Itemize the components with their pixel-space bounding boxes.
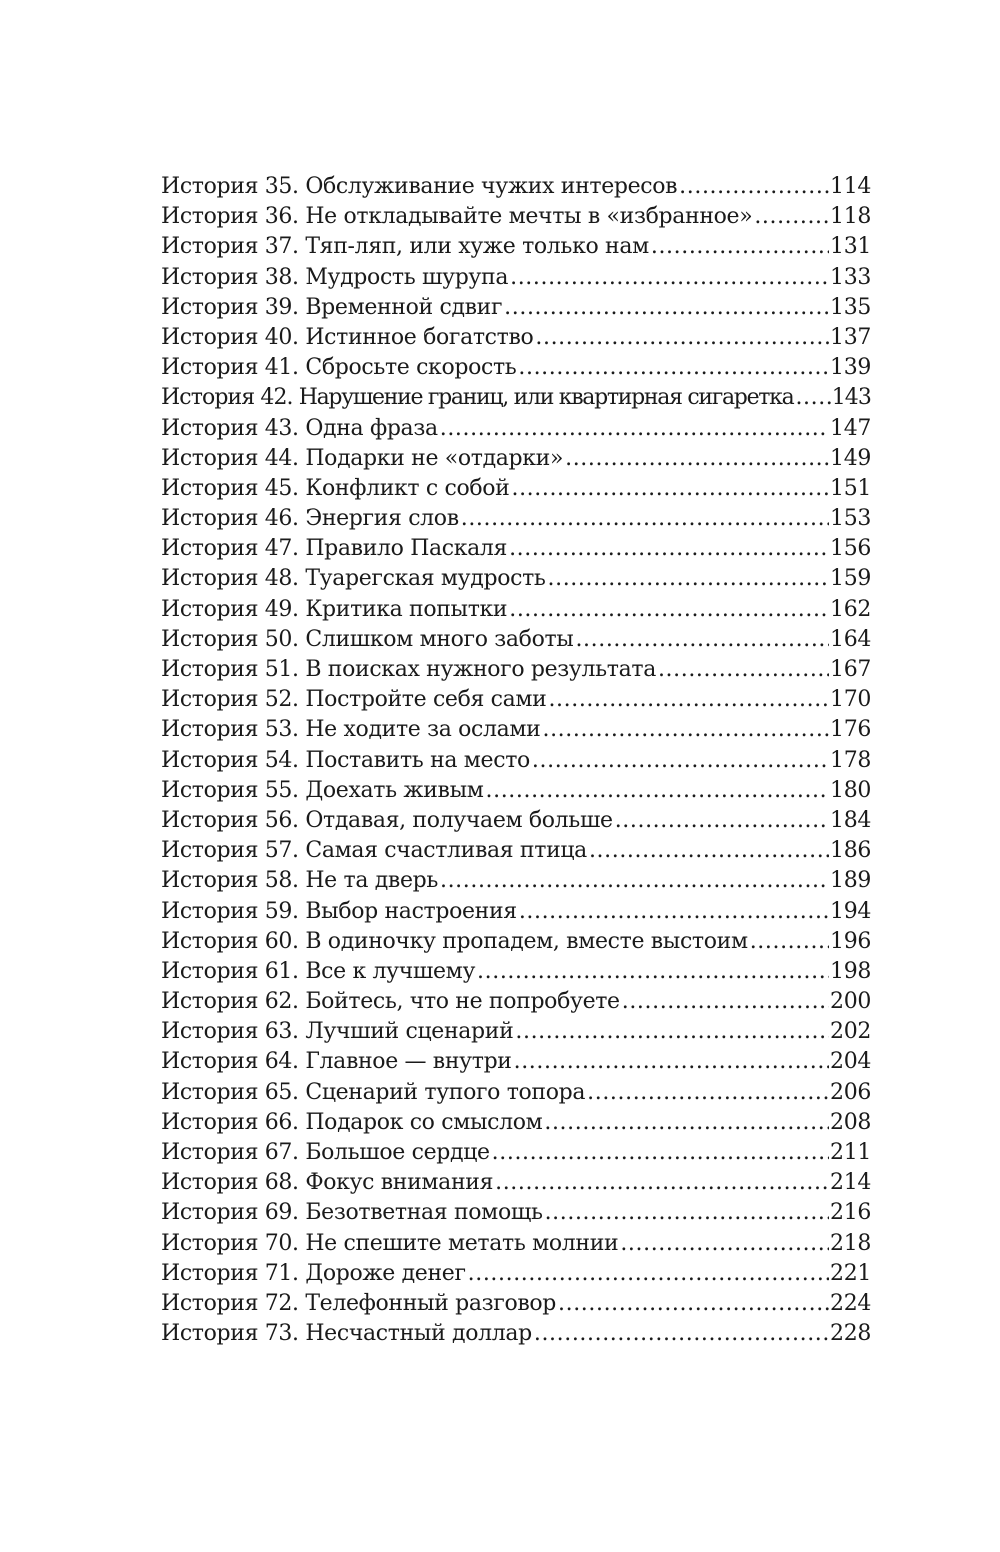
toc-entry[interactable] [161,1138,871,1168]
toc-entry[interactable] [161,987,871,1017]
toc-entry-page[interactable]: 153 [830,506,871,532]
toc-entry-prefix: История 54. [161,747,299,773]
toc-entry-title[interactable] [161,534,509,564]
toc-entry-prefix: История 51. [161,657,299,682]
toc-entry-page[interactable]: 211 [830,1140,871,1165]
toc-entry-page[interactable]: 189 [830,868,871,894]
toc-entry-title[interactable] [161,987,622,1017]
toc-entry-text: Главное — внутри [305,1049,512,1075]
toc-entry-page[interactable]: 221 [830,1260,871,1286]
toc-entry-prefix: История 45. [161,475,299,501]
dot-leader [509,534,829,564]
dot-leader [622,987,829,1017]
toc-entry-page[interactable]: 114 [830,174,871,199]
toc-entry-title[interactable] [161,836,589,866]
dot-leader [615,806,829,836]
toc-entry-title[interactable] [161,715,542,745]
toc-entry[interactable] [161,1108,871,1138]
toc-entry-text: Нарушение границ, или квартирная сигаретка [298,385,794,411]
toc-entry[interactable] [161,715,871,745]
toc-entry-page[interactable]: 214 [830,1170,871,1196]
toc-entry-page[interactable]: 164 [830,626,871,652]
toc-entry[interactable] [161,897,871,927]
dot-leader [532,746,829,776]
toc-entry-text: Конфликт с собой [305,475,510,501]
toc-entry-title[interactable] [161,866,440,896]
toc-entry[interactable] [161,776,871,806]
toc-entry[interactable] [161,1319,871,1349]
toc-entry[interactable] [161,806,871,836]
toc-entry-text: Критика попытки [305,596,508,622]
toc-entry-text: Самая счастливая птица [305,838,587,864]
toc-entry-title[interactable] [161,474,512,504]
dot-leader [492,1138,829,1168]
toc-entry-text: Дороже денег [305,1260,466,1286]
toc-entry-page[interactable]: 159 [830,566,871,592]
toc-entry-title[interactable] [161,353,518,383]
toc-entry-title[interactable] [161,564,548,594]
toc-entry-text: Не откладывайте мечты в «избранное» [305,204,753,230]
toc-entry-prefix: История 56. [161,807,299,833]
toc-entry-prefix: История 55. [161,777,299,803]
toc-entry-title[interactable] [161,202,754,232]
dot-leader [795,383,830,413]
toc-entry-page[interactable]: 131 [830,234,871,260]
toc-entry-title[interactable] [161,1259,468,1289]
toc-entry-title[interactable] [161,1138,492,1168]
toc-entry-title[interactable] [161,504,461,534]
toc-entry[interactable] [161,1168,871,1198]
toc-entry-title[interactable] [161,293,504,323]
toc-entry[interactable] [161,232,871,262]
toc-entry-prefix: История 73. [161,1321,299,1347]
toc-entry-title[interactable] [161,1319,534,1349]
toc-entry-title[interactable] [161,746,532,776]
toc-entry-text: Большое сердце [305,1140,490,1165]
toc-entry-title[interactable] [161,1229,620,1259]
toc-entry-title[interactable] [161,1168,495,1198]
toc-entry-page[interactable]: 151 [830,475,871,501]
toc-entry-title[interactable] [161,1078,587,1108]
toc-entry-page[interactable]: 218 [830,1230,871,1256]
toc-entry[interactable] [161,1259,871,1289]
dot-leader [514,1047,829,1077]
toc-entry-text: Подарки не «отдарки» [305,445,564,471]
toc-entry[interactable] [161,474,871,504]
toc-entry[interactable] [161,353,871,383]
toc-entry-text: Доехать живым [305,777,484,803]
dot-leader [754,202,829,232]
toc-entry[interactable] [161,1078,871,1108]
toc-entry-text: Слишком много заботы [305,626,574,652]
toc-entry-title[interactable] [161,625,575,655]
toc-entry[interactable] [161,836,871,866]
dot-leader [461,504,829,534]
toc-entry-prefix: История 43. [161,415,299,441]
toc-entry[interactable] [161,625,871,655]
toc-entry-page[interactable]: 196 [830,928,871,954]
toc-entry-prefix: История 37. [161,234,299,260]
toc-entry-prefix: История 59. [161,898,299,924]
toc-entry-prefix: История 70. [161,1230,299,1256]
toc-entry[interactable] [161,1289,871,1319]
toc-entry-text: В одиночку пропадем, вместе выстоим [305,928,748,954]
toc-entry[interactable] [161,444,871,474]
toc-entry-page[interactable]: 139 [830,355,871,381]
toc-entry-text: Правило Паскаля [305,536,508,562]
dot-leader [548,564,830,594]
toc-entry-page[interactable]: 204 [830,1049,871,1075]
toc-entry-text: Телефонный разговор [305,1290,557,1316]
toc-entry-page[interactable]: 178 [830,747,871,773]
toc-entry-title[interactable] [161,1108,544,1138]
toc-entry[interactable] [161,263,871,293]
toc-entry-prefix: История 68. [161,1170,299,1196]
toc-entry-prefix: История 64. [161,1049,299,1075]
toc-entry-text: Бойтесь, что не попробуете [305,989,620,1015]
dot-leader [510,263,829,293]
toc-entry[interactable] [161,957,871,987]
toc-entry[interactable] [161,1017,871,1047]
toc-entry-prefix: История 36. [161,204,299,230]
toc-entry-page[interactable]: 186 [830,838,871,864]
toc-entry-title[interactable] [161,1289,558,1319]
dot-leader [558,1289,829,1319]
dot-leader [587,1078,829,1108]
toc-entry-prefix: История 62. [161,989,299,1015]
toc-entry-page[interactable]: 162 [830,596,871,622]
toc-entry-prefix: История 57. [161,838,299,864]
toc-entry-page[interactable]: 143 [831,385,871,411]
toc-entry-page[interactable]: 147 [830,415,871,441]
toc-entry-title[interactable] [161,776,486,806]
toc-entry-page[interactable]: 133 [830,264,871,290]
toc-entry[interactable] [161,1198,871,1228]
toc-entry-page[interactable]: 167 [830,657,871,682]
dot-leader [519,897,829,927]
toc-entry-text: Временной сдвиг [305,294,503,320]
toc-entry-text: Несчастный доллар [305,1321,532,1347]
dot-leader [512,474,830,504]
toc-entry[interactable] [161,504,871,534]
toc-entry-text: Постройте себя сами [305,687,547,713]
toc-entry-prefix: История 46. [161,506,299,532]
toc-entry-page[interactable]: 216 [830,1200,871,1226]
toc-entry-text: Сценарий тупого топора [305,1079,586,1105]
toc-entry[interactable] [161,564,871,594]
toc-entry[interactable] [161,414,871,444]
toc-entry-title[interactable] [161,927,750,957]
toc-entry-title[interactable] [161,1198,545,1228]
toc-entry[interactable] [161,202,871,232]
toc-entry-text: Сбросьте скорость [305,355,517,381]
toc-entry-title[interactable] [161,806,615,836]
toc-entry-text: Тяп-ляп, или хуже только нам [305,234,649,260]
toc-entry-prefix: История 39. [161,294,299,320]
toc-entry-prefix: История 60. [161,928,299,954]
toc-entry-prefix: История 53. [161,717,299,743]
toc-entry[interactable] [161,172,871,202]
toc-entry-text: Одна фраза [305,415,438,441]
toc-entry-prefix: История 44. [161,445,299,471]
toc-entry-text: Энергия слов [305,506,459,532]
toc-entry-prefix: История 63. [161,1019,299,1045]
toc-entry[interactable] [161,534,871,564]
dot-leader [440,866,829,896]
toc-entry-page[interactable]: 180 [830,777,871,803]
dot-leader [535,323,829,353]
toc-entry-prefix: История 58. [161,868,299,894]
table-of-contents [161,172,871,1349]
toc-entry-text: Подарок со смыслом [305,1109,543,1135]
toc-entry-prefix: История 67. [161,1140,299,1165]
toc-entry-title[interactable] [161,685,548,715]
toc-entry[interactable] [161,1229,871,1259]
toc-entry-page[interactable]: 135 [830,294,871,320]
toc-entry[interactable] [161,323,871,353]
toc-entry-text: Не ходите за ослами [305,717,541,743]
dot-leader [440,414,829,444]
toc-entry-title[interactable] [161,172,679,202]
toc-entry[interactable] [161,927,871,957]
dot-leader [651,232,829,262]
toc-entry-page[interactable]: 118 [830,204,871,230]
dot-leader [518,353,829,383]
toc-entry[interactable] [161,383,871,413]
toc-entry-title[interactable] [161,1047,514,1077]
toc-entry-text: Поставить на место [305,747,530,773]
dot-leader [548,685,829,715]
toc-entry-text: Отдавая, получаем больше [305,807,613,833]
toc-entry-title[interactable] [161,1017,515,1047]
toc-entry[interactable] [161,685,871,715]
toc-entry-prefix: История 40. [161,324,299,350]
toc-entry-page[interactable]: 198 [830,958,871,984]
toc-entry-prefix: История 71. [161,1260,299,1286]
toc-entry-text: Не та дверь [305,868,438,894]
toc-entry-text: Мудрость шурупа [305,264,509,290]
toc-entry-page[interactable]: 156 [830,536,871,562]
toc-entry-page[interactable]: 194 [830,898,871,924]
toc-entry-page[interactable]: 208 [830,1109,871,1135]
dot-leader [495,1168,829,1198]
toc-entry-title[interactable] [161,595,509,625]
dot-leader [504,293,829,323]
toc-entry-prefix: История 38. [161,264,299,290]
dot-leader [545,1198,829,1228]
toc-entry[interactable] [161,746,871,776]
toc-entry-text: Туарегская мудрость [305,566,546,592]
toc-entry-prefix: История 48. [161,566,299,592]
toc-entry-text: Не спешите метать молнии [305,1230,619,1256]
toc-entry[interactable] [161,655,871,685]
dot-leader [515,1017,829,1047]
toc-entry-page[interactable]: 228 [830,1321,871,1347]
toc-entry-prefix: История 52. [161,687,299,713]
dot-leader [589,836,829,866]
toc-entry-page[interactable]: 224 [830,1290,871,1316]
dot-leader [565,444,829,474]
toc-entry-title[interactable] [161,232,651,262]
toc-entry-title[interactable] [161,383,795,413]
dot-leader [750,927,829,957]
toc-entry-text: В поисках нужного результата [305,657,656,682]
toc-entry-text: Истинное богатство [305,324,534,350]
toc-entry-page[interactable]: 200 [830,989,871,1015]
toc-entry-prefix: История 65. [161,1079,299,1105]
toc-entry-page[interactable]: 149 [830,445,871,471]
toc-entry-text: Все к лучшему [305,958,476,984]
dot-leader [575,625,829,655]
toc-entry-text: Выбор настроения [305,898,517,924]
toc-entry-prefix: История 69. [161,1200,299,1226]
toc-entry-text: Фокус внимания [305,1170,494,1196]
toc-entry-page[interactable]: 206 [830,1079,871,1105]
toc-entry-text: Безответная помощь [305,1200,543,1226]
toc-entry-prefix: История 72. [161,1290,299,1316]
toc-entry[interactable] [161,1047,871,1077]
toc-entry-prefix: История 61. [161,958,299,984]
toc-entry-prefix: История 50. [161,626,299,652]
dot-leader [468,1259,829,1289]
dot-leader [486,776,830,806]
dot-leader [658,655,829,685]
toc-entry-title[interactable] [161,414,440,444]
toc-entry-text: Обслуживание чужих интересов [305,174,678,199]
toc-entry[interactable] [161,595,871,625]
toc-entry[interactable] [161,866,871,896]
toc-entry-page[interactable]: 170 [830,687,871,713]
toc-entry-text: Лучший сценарий [305,1019,514,1045]
toc-entry-title[interactable] [161,444,565,474]
toc-entry-prefix: История 47. [161,536,299,562]
toc-entry-page[interactable]: 176 [830,717,871,743]
toc-entry[interactable] [161,293,871,323]
dot-leader [679,172,829,202]
toc-entry-page[interactable]: 202 [830,1019,871,1045]
dot-leader [477,957,829,987]
dot-leader [620,1229,829,1259]
toc-entry-page[interactable]: 184 [830,807,871,833]
dot-leader [542,715,829,745]
toc-entry-title[interactable] [161,957,477,987]
toc-entry-title[interactable] [161,323,535,353]
toc-entry-prefix: История 35. [161,174,299,199]
toc-entry-prefix: История 42. [161,385,293,411]
toc-entry-title[interactable] [161,655,658,685]
dot-leader [509,595,829,625]
toc-entry-prefix: История 66. [161,1109,299,1135]
toc-entry-prefix: История 41. [161,355,299,381]
toc-entry-title[interactable] [161,263,510,293]
toc-entry-prefix: История 49. [161,596,299,622]
toc-entry-title[interactable] [161,897,519,927]
dot-leader [544,1108,829,1138]
toc-entry-page[interactable]: 137 [830,324,871,350]
dot-leader [534,1319,829,1349]
